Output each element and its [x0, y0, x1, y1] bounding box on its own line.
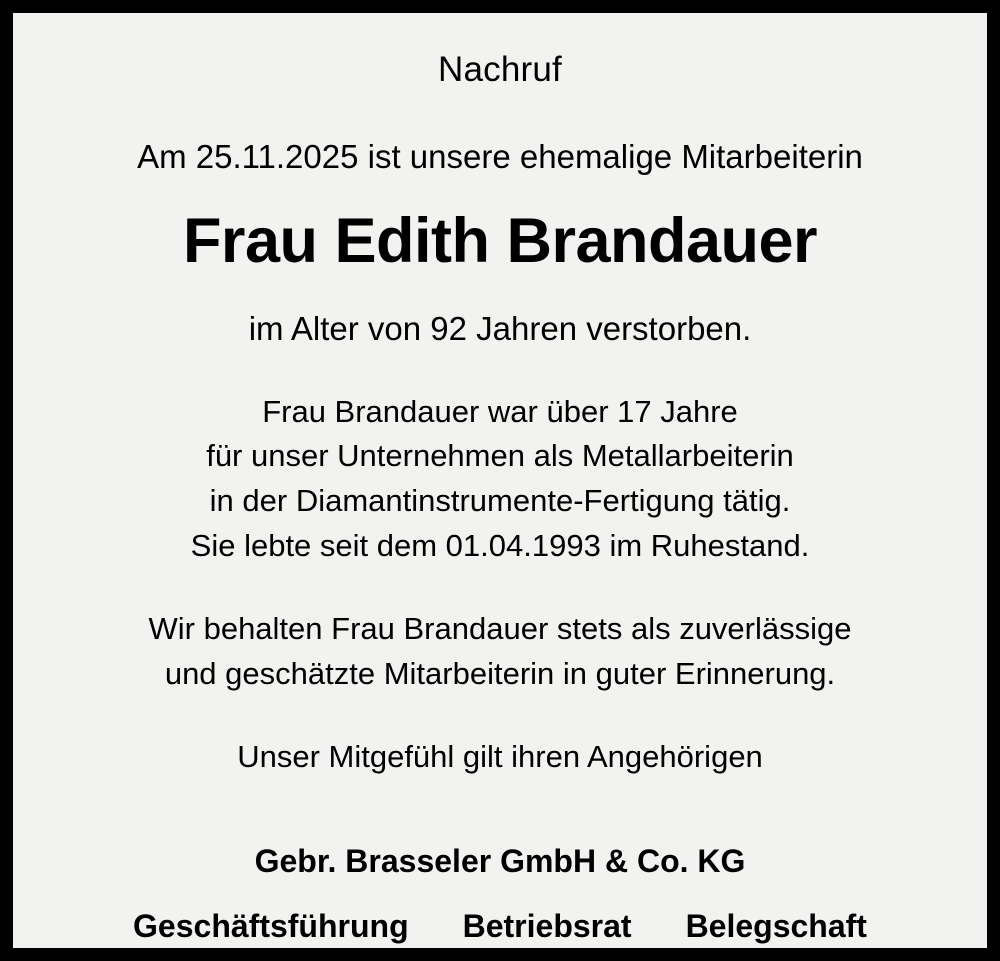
career-line-3: in der Diamantinstrumente-Fertigung tätig.: [209, 483, 791, 519]
company-name: Gebr. Brasseler GmbH & Co. KG: [254, 843, 746, 880]
signatories-row: [53, 907, 947, 945]
remembrance-paragraph: [149, 607, 852, 697]
career-line-1: Frau Brandauer war über 17 Jahre: [262, 393, 738, 429]
remembrance-line-1: Wir behalten Frau Brandauer stets als zuverlässige: [148, 611, 852, 647]
signatory-management: Geschäftsführung: [133, 908, 409, 945]
signatory-staff: Belegschaft: [685, 908, 867, 945]
obituary-card: [8, 8, 992, 953]
obituary-heading: Nachruf: [438, 50, 562, 89]
career-line-2: für unser Unternehmen als Metallarbeiterin: [206, 438, 794, 474]
signatory-works-council: Betriebsrat: [462, 908, 632, 945]
obituary-intro-line: Am 25.11.2025 ist unsere ehemalige Mitarbeiterin: [137, 137, 863, 175]
deceased-name: Frau Edith Brandauer: [182, 206, 818, 277]
career-paragraph: [191, 390, 810, 570]
remembrance-line-2: und geschätzte Mitarbeiterin in guter Erinnerung.: [164, 656, 836, 692]
career-line-4: Sie lebte seit dem 01.04.1993 im Ruhestand.: [190, 528, 810, 564]
condolence-paragraph: Unser Mitgefühl gilt ihren Angehörigen: [237, 739, 763, 775]
age-line: im Alter von 92 Jahren verstorben.: [248, 309, 752, 347]
